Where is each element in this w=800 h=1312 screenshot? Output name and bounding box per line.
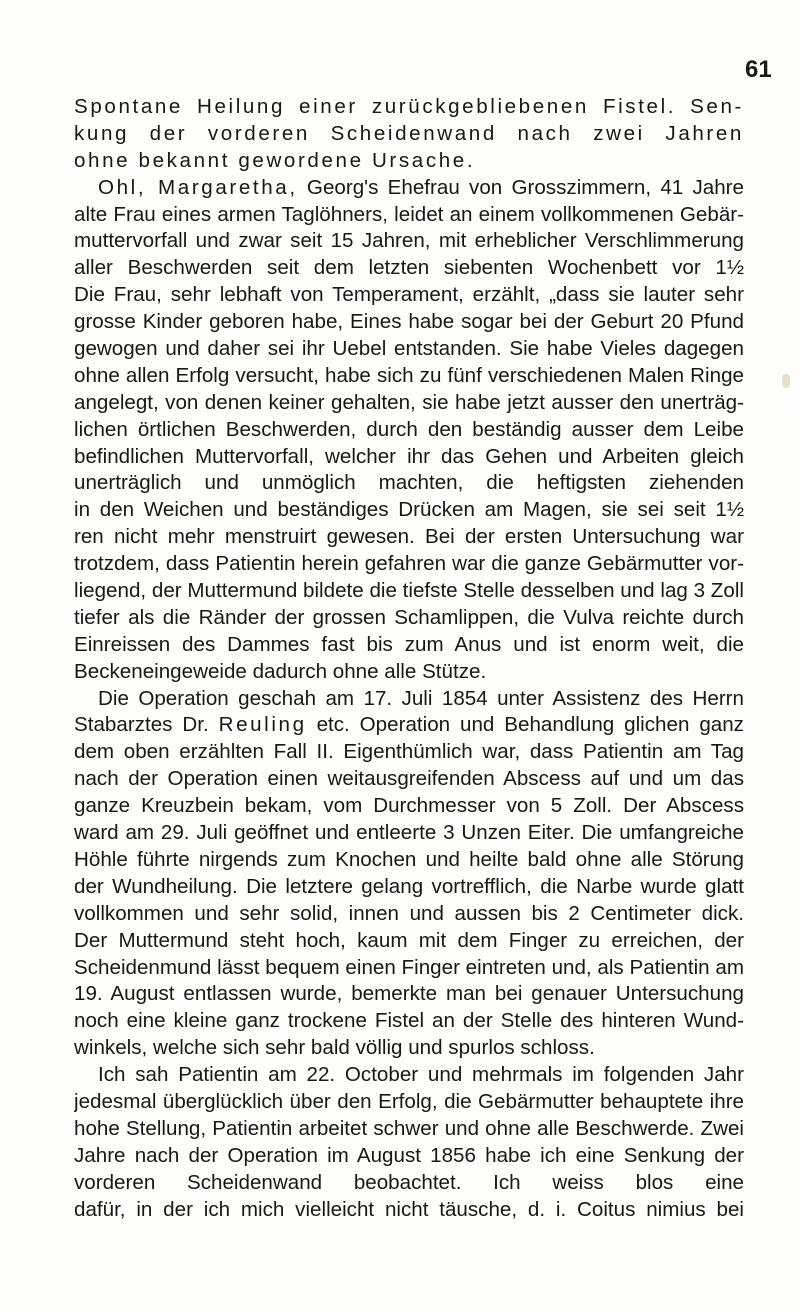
- heading-line: ohne bekannt gewordene Ursache.: [74, 148, 476, 172]
- paragraph-line: Scheidenmund lässt bequem einen Finger eintreten und, als Patientin am: [74, 955, 744, 979]
- paragraph-line: [74, 175, 744, 202]
- paragraph-text: etc. Operation und Behandlung glichen ganz: [316, 713, 744, 737]
- paragraph-line: alte Frau eines armen Taglöhners, leidet an einem vollkommenen Gebär-: [74, 202, 744, 226]
- paragraph-line: Ich sah Patientin am 22. October und mehrmals im folgenden Jahr: [98, 1063, 744, 1087]
- paragraph-line: muttervorfall und zwar seit 15 Jahren, mit erheblicher Verschlimmerung: [74, 229, 744, 253]
- paragraph-line: tiefer als die Ränder der grossen Schamlippen, die Vulva reichte durch: [74, 605, 744, 629]
- paragraph-line: Die Frau, sehr lebhaft von Temperament, erzählt, „dass sie lauter sehr: [74, 283, 744, 307]
- paragraph-line: jedesmal überglücklich über den Erfolg, die Gebärmutter behauptete ihre: [74, 1089, 744, 1113]
- paragraph-line: ganze Kreuzbein bekam, vom Durchmesser von 5 Zoll. Der Abscess: [74, 794, 744, 818]
- heading-line: kung der vorderen Scheidenwand nach zwei Jahren: [74, 121, 744, 145]
- paragraph-line: ward am 29. Juli geöffnet und entleerte 3 Unzen Eiter. Die umfangreiche: [74, 821, 744, 845]
- paragraph-line: ohne allen Erfolg versucht, habe sich zu fünf verschiedenen Malen Ringe: [74, 363, 744, 387]
- page-number: 61: [745, 56, 772, 83]
- paragraph-line: Jahre nach der Operation im August 1856 habe ich eine Senkung der: [74, 1143, 744, 1167]
- paper-stain: [782, 374, 790, 388]
- paragraph-text: Stabarztes Dr.: [74, 713, 209, 737]
- paragraph-line: Einreissen des Dammes fast bis zum Anus und ist enorm weit, die: [74, 632, 744, 656]
- heading-line: Spontane Heilung einer zurückgebliebenen Fistel. Sen-: [74, 95, 744, 118]
- paragraph-line: nach der Operation einen weitausgreifenden Abscess auf und um das: [74, 767, 744, 791]
- paragraph-line: der Wundheilung. Die letztere gelang vortrefflich, die Narbe wurde glatt: [74, 874, 744, 898]
- paragraph-line: lichen örtlichen Beschwerden, durch den beständig ausser dem Leibe: [74, 417, 744, 441]
- page-text: [74, 94, 744, 1223]
- paragraph-line: Höhle führte nirgends zum Knochen und heilte bald ohne alle Störung: [74, 847, 744, 871]
- paragraph-line: noch eine kleine ganz trockene Fistel an der Stelle des hinteren Wund-: [74, 1009, 744, 1033]
- paragraph-line: gewogen und daher sei ihr Uebel entstanden. Sie habe Vieles dagegen: [74, 337, 744, 361]
- paragraph-line: dem oben erzählten Fall II. Eigenthümlich war, dass Patientin am Tag: [74, 740, 744, 764]
- paragraph-line: [74, 712, 744, 739]
- paragraph-line: Die Operation geschah am 17. Juli 1854 unter Assistenz des Herrn: [98, 686, 744, 710]
- paragraph-line: 19. August entlassen wurde, bemerkte man bei genauer Untersuchung: [74, 982, 744, 1006]
- paragraph-line: aller Beschwerden seit dem letzten siebenten Wochenbett vor 1½: [74, 256, 744, 280]
- paragraph-line: in den Weichen und beständiges Drücken am Magen, sie sei seit 1½: [74, 498, 744, 522]
- paragraph-line: angelegt, von denen keiner gehalten, sie habe jetzt ausser den unerträg-: [74, 390, 744, 414]
- paragraph-line: Beckeneingeweide dadurch ohne alle Stütze.: [74, 659, 487, 683]
- paragraph-line: ren nicht mehr menstruirt gewesen. Bei der ersten Untersuchung war: [74, 525, 744, 549]
- paragraph-line: grosse Kinder geboren habe, Eines habe sogar bei der Geburt 20 Pfund: [74, 310, 744, 334]
- paragraph-line: unerträglich und unmöglich machten, die heftigsten ziehenden: [74, 471, 744, 495]
- paragraph-line: vorderen Scheidenwand beobachtet. Ich weiss blos eine: [74, 1170, 744, 1194]
- person-name: Reuling: [218, 713, 307, 737]
- paragraph-line: dafür, in der ich mich vielleicht nicht täusche, d. i. Coitus nimius bei: [74, 1197, 744, 1221]
- paragraph-line: befindlichen Muttervorfall, welcher ihr das Gehen und Arbeiten gleich: [74, 444, 744, 468]
- paragraph-line: vollkommen und sehr solid, innen und aussen bis 2 Centimeter dick.: [74, 901, 744, 925]
- paragraph-line: Der Muttermund steht hoch, kaum mit dem Finger zu erreichen, der: [74, 928, 744, 952]
- patient-name: Ohl, Margaretha,: [98, 175, 298, 199]
- paragraph-line: liegend, der Muttermund bildete die tiefste Stelle desselben und lag 3 Zoll: [74, 579, 744, 603]
- paragraph-line: trotzdem, dass Patientin herein gefahren war die ganze Gebärmutter vor-: [74, 552, 744, 576]
- paragraph-line: winkels, welche sich sehr bald völlig und spurlos schloss.: [74, 1036, 595, 1060]
- paragraph-text: Georg's Ehefrau von Grosszimmern, 41 Jahre: [306, 175, 744, 199]
- paragraph-line: hohe Stellung, Patientin arbeitet schwer und ohne alle Beschwerde. Zwei: [74, 1116, 744, 1140]
